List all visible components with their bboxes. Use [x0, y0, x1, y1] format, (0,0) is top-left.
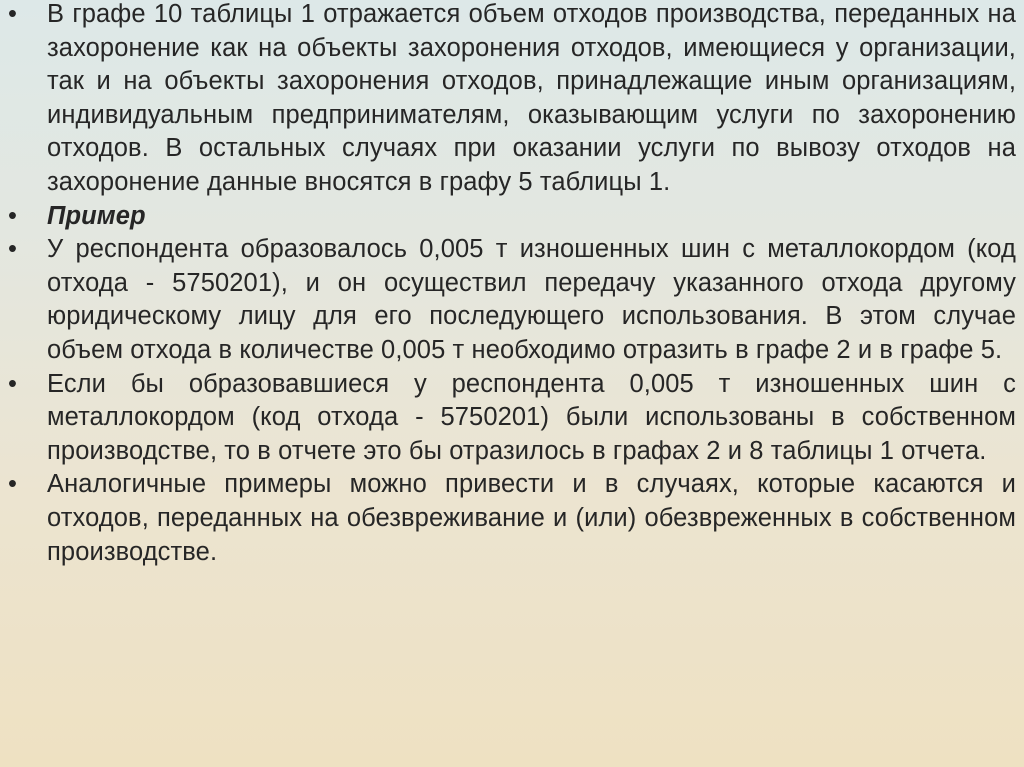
- bullet-icon: •: [8, 369, 18, 398]
- bullet-text: У респондента образовалось 0,005 т изношенных шин с металлокордом (код отхода - 5750201), и он осуществил передачу указанного отхода другому юридическому лицу для его последующего использования. В этом случае объем отхода в количестве 0,005 т необходимо отразить в графе 2 и в графе 5.: [47, 235, 1016, 364]
- bullet-item-example-transfer: [8, 233, 1016, 367]
- bullet-text: В графе 10 таблицы 1 отражается объем отходов производства, переданных на захоронение как на объекты захоронения отходов, имеющиеся у организации, так и на объекты захоронения отходов, принадлежащие иным организациям, индивидуальным предпринимателям, оказывающим услуги по захоронению отходов. В остальных случаях при оказании услуги по вывозу отходов на захоронение данные вносятся в графу 5 таблицы 1.: [47, 0, 1016, 196]
- slide-content: [8, 0, 1016, 569]
- bullet-item-grafa-10: [8, 0, 1016, 200]
- bullet-icon: •: [8, 470, 18, 499]
- bullet-item-example-heading: [8, 200, 1016, 234]
- bullet-text: Аналогичные примеры можно привести и в случаях, которые касаются и отходов, переданных на обезвреживание и (или) обезвреженных в собственном производстве.: [47, 470, 1016, 566]
- example-heading: Пример: [47, 201, 146, 230]
- bullet-text: Если бы образовавшиеся у респондента 0,005 т изношенных шин с металлокордом (код отхода - 5750201) были использованы в собственном производстве, то в отчете это бы отразилось в графах 2 и 8 таблицы 1 отчета.: [47, 369, 1016, 465]
- bullet-list: [8, 0, 1016, 569]
- bullet-item-example-own-use: [8, 368, 1016, 469]
- bullet-icon: •: [8, 235, 18, 264]
- bullet-item-similar-examples: [8, 468, 1016, 569]
- bullet-icon: •: [8, 0, 18, 28]
- bullet-icon: •: [8, 201, 18, 230]
